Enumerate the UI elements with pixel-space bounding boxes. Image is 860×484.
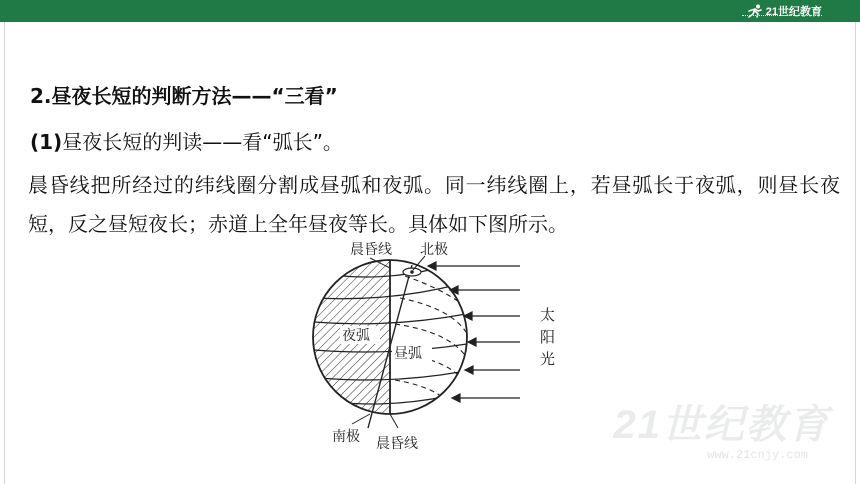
- south-pole-leader: [352, 414, 370, 424]
- latitude-lines-hidden: [395, 276, 467, 406]
- left-border: [4, 22, 5, 484]
- body-paragraph: 晨昏线把所经过的纬线圈分割成昼弧和夜弧。同一纬线圈上，若昼弧长于夜弧，则昼长夜短，反之昼短夜长；赤道上全年昼夜等长。具体如下图所示。: [28, 173, 840, 236]
- terminator-bottom-label: 晨昏线: [376, 436, 418, 452]
- terminator-bottom-leader: [390, 414, 398, 428]
- north-pole-dot: [410, 270, 414, 274]
- north-pole-label: 北极: [420, 242, 448, 258]
- brand-logo-text: 21世纪教育: [765, 6, 822, 18]
- subsection-heading: [30, 126, 343, 155]
- subsection-title: 昼夜长短的判读——看“弧长”。: [62, 130, 343, 154]
- day-night-arc-diagram: [300, 232, 580, 462]
- sunlight-arrows: [428, 262, 520, 402]
- subsection-number: (1): [30, 130, 63, 154]
- sunlight-label-2: 阳: [540, 328, 556, 346]
- top-banner: [0, 0, 860, 22]
- sunlight-label-1: 太: [540, 306, 556, 324]
- terminator-top-label: 晨昏线: [350, 242, 392, 258]
- night-arc-label: 夜弧: [342, 328, 370, 344]
- brand-logo-underline: [742, 15, 822, 19]
- day-arc-label: 昼弧: [394, 346, 422, 362]
- section-heading: 2.昼夜长短的判断方法——“三看”: [30, 84, 338, 108]
- right-border: [855, 22, 856, 484]
- watermark-logo: 21世纪教育: [613, 403, 830, 447]
- watermark-url: www.21cnjy.com: [707, 448, 808, 462]
- south-pole-label: 南极: [332, 429, 360, 445]
- sunlight-label-3: 光: [540, 350, 556, 368]
